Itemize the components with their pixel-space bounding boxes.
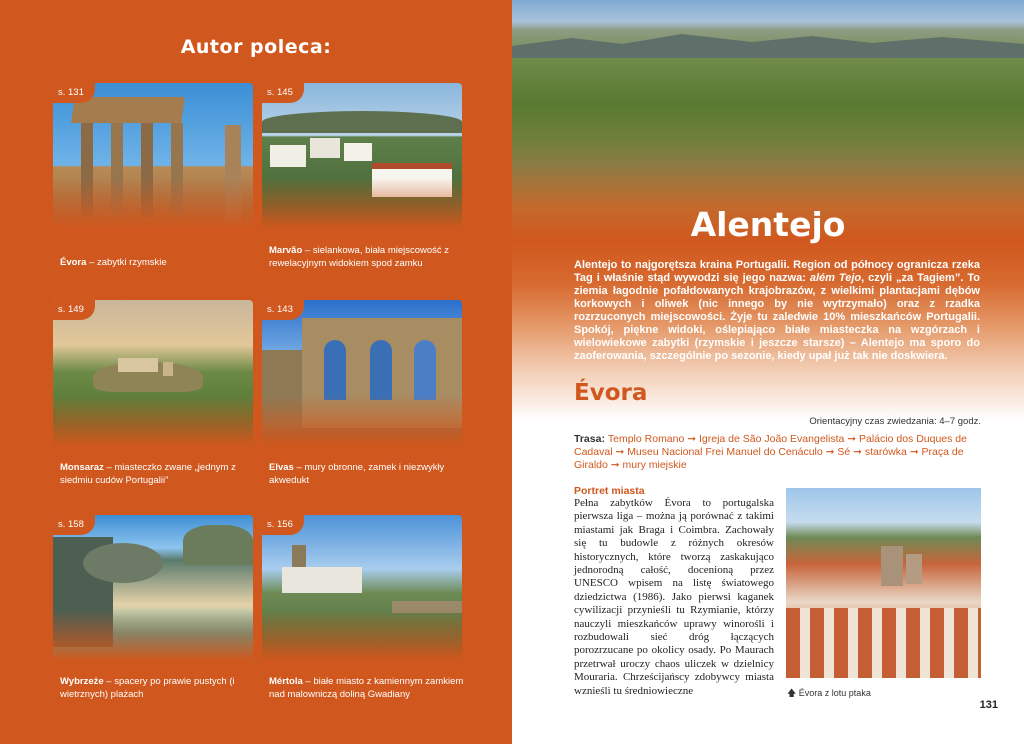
- caption-monsaraz: Monsaraz – miasteczko zwane „jednym z siedmiu cudów Portugalii”: [60, 462, 236, 486]
- page-ref-badge: s. 156: [262, 515, 304, 535]
- page-ref-badge: s. 131: [53, 83, 95, 103]
- evora-aerial-photo: [786, 488, 981, 678]
- route-label: Trasa: [574, 433, 602, 445]
- arrow-up-icon: 🡅: [787, 688, 797, 698]
- region-intro: Alentejo to najgorętsza kraina Portugalii. Region od północy ogranicza rzeka Tag i właśnie stąd wywodzi się jego nazwa: além Tejo, czyli „za Tagiem”. To ziemia łagodnie pofałdowanych krajobrazów, z wielkimi plantacjami dębów korkowych i oliwek (nic innego by nie wytrzymało) oraz z rzadka rozrzuconych miejscowości. Żyje tu zaledwie 10% mieszkańców Portugalii. Spokój, piękne widoki, oślepiająco białe miasteczka na wzgórzach i wielowiekowe zabytki (rzymskie i jeszcze starsze) – Alentejo ma sporo do zaoferowania, szczególnie po sezonie, kiedy upał już tak nie doskwiera.: [574, 259, 980, 362]
- photo-mertola-castle: [262, 515, 462, 665]
- page-ref-badge: s. 149: [53, 300, 95, 320]
- page-ref-badge: s. 143: [262, 300, 304, 320]
- body-text: Pełna zabytków Évora to portugalska pierwsza liga – można ją porównać z takimi miastami jak Braga i Coimbra. Zachowały się tu budowle z różnych okresów historycznych, które tworzą zaskakująco jednorodną całość, docenioną przez UNESCO wpisem na listę światowego dziedzictwa (1986). Jako pierwsi kaganek cywilizacji przynieśli tu Rzymianie, którzy nauczyli mieszkańców uprawy winorośli i rozbudowali sieć dróg łączących porozrzucane po okolicy osady. Po Maurach przetrwał uroczy chaos uliczek w dzielnicy Mouraria. Chrześcijańscy zdobywcy miasta wznieśli tu średniowieczne: [574, 497, 774, 697]
- photo-marvao-village: [262, 83, 462, 233]
- photo-elvas-aqueduct: [262, 300, 462, 450]
- page-ref-badge: s. 158: [53, 515, 95, 535]
- page-number: 131: [979, 699, 998, 711]
- region-title: Alentejo: [690, 205, 846, 244]
- recommendations-title: Autor poleca:: [180, 36, 332, 58]
- caption-elvas: Elvas – mury obronne, zamek i niezwykły akwedukt: [269, 462, 445, 486]
- caption-marvao: Marvão – sielankowa, biała miejscowość z rewelacyjnym widokiem spod zamku: [269, 245, 450, 269]
- route-line: Trasa: Templo Romano ➞ Igreja de São João Evangelista ➞ Palácio dos Duques de Cadaval ➞ Museu Nacional Frei Manuel do Cenáculo ➞ Sé ➞ starówka ➞ Praça de Giraldo ➞ mury miejskie: [574, 433, 967, 471]
- visit-time: Orientacyjny czas zwiedzania: 4–7 godz.: [809, 416, 981, 427]
- photo-monsaraz-hilltop: [53, 300, 253, 450]
- city-title: Évora: [574, 380, 648, 406]
- right-page: [512, 0, 1024, 744]
- caption-evora: Évora – zabytki rzymskie: [60, 257, 167, 268]
- caption-mertola: Mértola – białe miasto z kamiennym zamkiem nad malowniczą doliną Gwadiany: [269, 676, 464, 700]
- photo-evora-roman-temple: [53, 83, 253, 233]
- photo-coast-beach: [53, 515, 253, 665]
- page-ref-badge: s. 145: [262, 83, 304, 103]
- section-title: Portret miasta: [574, 485, 645, 497]
- distant-hills-icon: [512, 28, 1024, 58]
- caption-coast: Wybrzeże – spacery po prawie pustych (i wietrznych) plażach: [60, 676, 235, 700]
- photo-caption: 🡅 Évora z lotu ptaka: [787, 688, 871, 698]
